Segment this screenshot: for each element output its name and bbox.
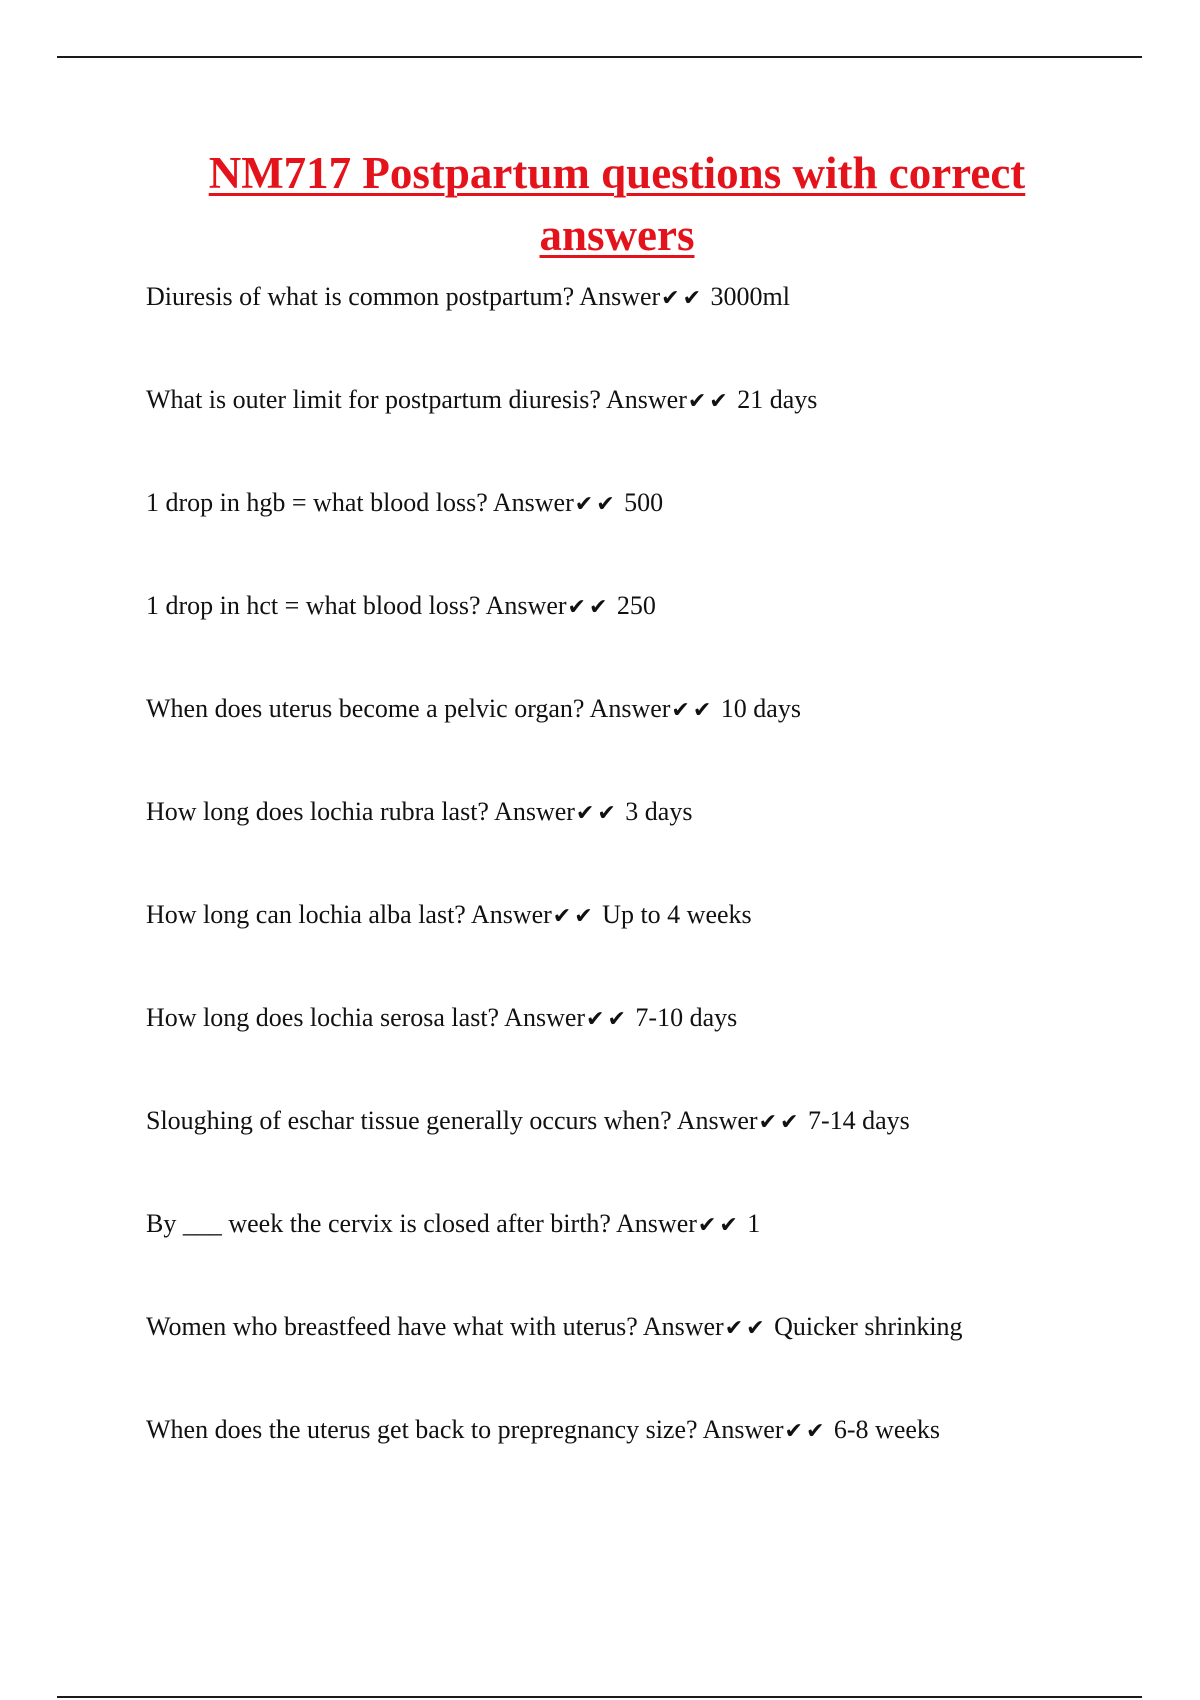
qa-item [146, 791, 1146, 894]
double-check-icon: ✔✔ [758, 1110, 802, 1135]
question-text: When does the uterus get back to prepregnancy size? [146, 1415, 698, 1444]
answer-label: Answer [702, 1415, 784, 1444]
qa-item [146, 997, 1146, 1100]
double-check-icon: ✔✔ [552, 904, 596, 929]
answer-label: Answer [470, 900, 552, 929]
double-check-icon: ✔✔ [671, 698, 715, 723]
double-check-icon: ✔✔ [697, 1213, 741, 1238]
double-check-icon: ✔✔ [661, 286, 705, 311]
double-check-icon: ✔✔ [567, 595, 611, 620]
answer-text: 7-14 days [807, 1106, 910, 1135]
qa-item [146, 1203, 1146, 1306]
answer-text: Quicker shrinking [774, 1312, 963, 1341]
double-check-icon: ✔✔ [687, 389, 731, 414]
qa-item [146, 379, 1146, 482]
answer-label: Answer [616, 1209, 697, 1238]
double-check-icon: ✔✔ [784, 1419, 828, 1444]
question-text: Women who breastfeed have what with uterus? [146, 1312, 638, 1341]
double-check-icon: ✔✔ [724, 1316, 768, 1341]
answer-label: Answer [485, 591, 567, 620]
question-text: What is outer limit for postpartum diuresis? [146, 385, 601, 414]
answer-label: Answer [676, 1106, 758, 1135]
answer-label: Answer [504, 1003, 586, 1032]
double-check-icon: ✔✔ [575, 801, 619, 826]
answer-label: Answer [494, 797, 575, 826]
bottom-divider [57, 1696, 1142, 1698]
answer-label: Answer [492, 488, 574, 517]
answer-text: 3 days [625, 797, 693, 826]
answer-text: 10 days [720, 694, 801, 723]
qa-item [146, 894, 1146, 997]
answer-text: Up to 4 weeks [602, 900, 752, 929]
page-title: NM717 Postpartum questions with correct answers [208, 148, 1026, 260]
question-text: How long does lochia serosa last? [146, 1003, 500, 1032]
question-text: How long can lochia alba last? [146, 900, 466, 929]
question-answer-list [146, 276, 1146, 1512]
question-text: By ___ week the cervix is closed after birth? [146, 1209, 611, 1238]
answer-text: 250 [616, 591, 656, 620]
qa-item [146, 1409, 1146, 1512]
double-check-icon: ✔✔ [586, 1007, 629, 1032]
answer-text: 7-10 days [635, 1003, 738, 1032]
qa-item [146, 482, 1146, 585]
qa-item [146, 688, 1146, 791]
answer-text: 6-8 weeks [833, 1415, 941, 1444]
double-check-icon: ✔✔ [574, 492, 618, 517]
answer-text: 3000ml [710, 282, 790, 311]
question-text: Diuresis of what is common postpartum? [146, 282, 575, 311]
answer-text: 500 [624, 488, 664, 517]
qa-item [146, 585, 1146, 688]
answer-text: 21 days [737, 385, 818, 414]
question-text: How long does lochia rubra last? [146, 797, 489, 826]
question-text: When does uterus become a pelvic organ? [146, 694, 585, 723]
top-divider [57, 56, 1142, 58]
qa-item [146, 1100, 1146, 1203]
answer-label: Answer [579, 282, 661, 311]
answer-label: Answer [606, 385, 687, 414]
qa-item [146, 1306, 1146, 1409]
qa-item [146, 276, 1146, 379]
question-text: 1 drop in hgb = what blood loss? [146, 488, 488, 517]
question-text: Sloughing of eschar tissue generally occurs when? [146, 1106, 672, 1135]
answer-label: Answer [642, 1312, 724, 1341]
answer-label: Answer [589, 694, 671, 723]
answer-text: 1 [747, 1209, 761, 1238]
question-text: 1 drop in hct = what blood loss? [146, 591, 481, 620]
